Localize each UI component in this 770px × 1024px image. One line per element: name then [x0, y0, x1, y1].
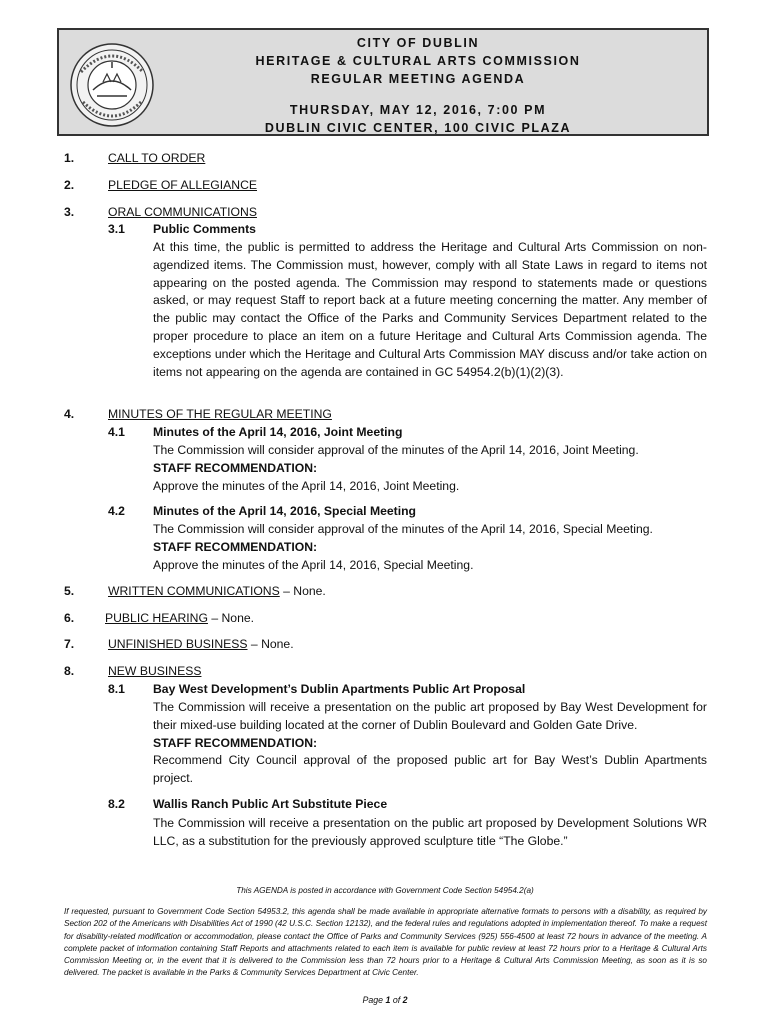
page-prefix: Page — [362, 995, 386, 1005]
staff-recommendation-label: STAFF RECOMMENDATION: — [153, 461, 318, 475]
item-title: ORAL COMMUNICATIONS — [108, 205, 257, 219]
item-heading — [108, 664, 201, 678]
item-heading — [105, 611, 254, 625]
subitem-title: Bay West Development’s Dublin Apartments Public Art Proposal — [153, 682, 526, 696]
item-heading — [108, 151, 205, 165]
subitem-body: At this time, the public is permitted to address the Heritage and Cultural Arts Commission on non-agendized items. The Commission must, however, comply with all State Laws in regard to items not appearing on the posted agenda. The Commission may respond to statements made or questions asked, or may request Staff to report back at a future meeting concerning the matter. Any member of the public may contact the Office of the Parks and Community Services Department related to the proper procedure to place an item on a future Heritage and Cultural Arts Commission agenda. The exceptions under which the Heritage and Cultural Arts Commission MAY discuss and/or take action on items not appearing on the agenda are contained in GC 54954.2(b)(1)(2)(3). — [153, 240, 707, 379]
page-number — [0, 995, 770, 1005]
item-title: CALL TO ORDER — [108, 151, 206, 165]
item-title: PUBLIC HEARING — [105, 611, 208, 625]
staff-recommendation: Approve the minutes of the April 14, 2016, Joint Meeting. — [153, 479, 460, 493]
subitem-body: The Commission will consider approval of the minutes of the April 14, 2016, Special Meeting. — [153, 522, 653, 536]
header-date: THURSDAY, MAY 12, 2016, 7:00 PM — [289, 103, 547, 117]
subitem-number: 8.1 — [108, 682, 125, 696]
subitem-number: 4.2 — [108, 504, 125, 518]
header-commission: HERITAGE & CULTURAL ARTS COMMISSION — [255, 54, 581, 68]
subitem-title: Minutes of the April 14, 2016, Special Meeting — [153, 504, 417, 518]
item-title: MINUTES OF THE REGULAR MEETING — [108, 407, 332, 421]
item-title: PLEDGE OF ALLEGIANCE — [108, 178, 258, 192]
item-heading — [108, 205, 257, 219]
staff-recommendation: Recommend City Council approval of the proposed public art for Bay West’s Dublin Apartments project. — [153, 753, 707, 785]
item-heading — [108, 584, 326, 598]
header-location: DUBLIN CIVIC CENTER, 100 CIVIC PLAZA — [264, 121, 572, 135]
staff-recommendation-label: STAFF RECOMMENDATION: — [153, 540, 318, 554]
item-number: 4. — [64, 407, 75, 421]
posting-notice: This AGENDA is posted in accordance with Government Code Section 54954.2(a) — [236, 886, 534, 895]
item-number: 6. — [64, 611, 75, 625]
item-title: WRITTEN COMMUNICATIONS — [108, 584, 280, 598]
subitem-body: The Commission will receive a presentation on the public art proposed by Bay West Development for their mixed-use building located at the corner of Dublin Boulevard and Golden Gate Drive. — [153, 700, 707, 732]
page-total: 2 — [402, 995, 408, 1005]
item-suffix: – None. — [279, 584, 326, 598]
page-of: of — [390, 995, 403, 1005]
subitem-number: 3.1 — [108, 222, 125, 236]
item-title: NEW BUSINESS — [108, 664, 202, 678]
item-title: UNFINISHED BUSINESS — [108, 637, 248, 651]
item-number: 3. — [64, 205, 75, 219]
city-seal-icon — [69, 42, 155, 128]
subitem-number: 8.2 — [108, 797, 125, 811]
accessibility-notice: If requested, pursuant to Government Code Section 54953.2, this agenda shall be made available in appropriate alternative formats to persons with a disability, as required by Section 202 of the Americans with Disabilities Act of 1990 (42 U.S.C. Section 12132), and the federal rules and regulations adopted in implementation thereof. To make a request for disability-related modification or accommodation, please contact the Office of Parks and Community Services (925) 556-4500 at least 72 hours in advance of the meeting. A complete packet of information containing Staff Reports and attachments related to each item is available for public review at least 72 hours prior to a Heritage & Cultural Arts Commission Meeting or, in the event that it is delivered to the Commission less than 72 hours prior to a Heritage & Cultural Arts Commission Meeting, as soon as it is so delivered. The packet is available in the Parks & Community Services Department at Civic Center. — [64, 907, 707, 978]
header-meeting-type: REGULAR MEETING AGENDA — [310, 72, 526, 86]
header-city: CITY OF DUBLIN — [356, 36, 480, 50]
subitem-body: The Commission will consider approval of the minutes of the April 14, 2016, Joint Meeting. — [153, 443, 639, 457]
page-current: 1 — [385, 995, 391, 1005]
subitem-title: Wallis Ranch Public Art Substitute Piece — [153, 797, 388, 811]
item-number: 7. — [64, 637, 75, 651]
item-suffix: – None. — [247, 637, 294, 651]
item-heading — [108, 637, 294, 651]
item-number: 5. — [64, 584, 75, 598]
header-title-block — [169, 34, 667, 137]
subitem-title: Minutes of the April 14, 2016, Joint Meeting — [153, 425, 403, 439]
item-number: 2. — [64, 178, 75, 192]
item-number: 1. — [64, 151, 75, 165]
header-box — [57, 28, 709, 136]
item-heading — [108, 407, 332, 421]
staff-recommendation: Approve the minutes of the April 14, 2016, Special Meeting. — [153, 558, 474, 572]
subitem-number: 4.1 — [108, 425, 125, 439]
subitem-body: The Commission will receive a presentation on the public art proposed by Development Solutions WR LLC, as a substitution for the previously approved sculpture title “The Globe.” — [153, 816, 707, 848]
item-suffix: – None. — [207, 611, 255, 625]
subitem-title: Public Comments — [153, 222, 256, 236]
staff-recommendation-label: STAFF RECOMMENDATION: — [153, 736, 318, 750]
item-number: 8. — [64, 664, 75, 678]
item-heading — [108, 178, 257, 192]
